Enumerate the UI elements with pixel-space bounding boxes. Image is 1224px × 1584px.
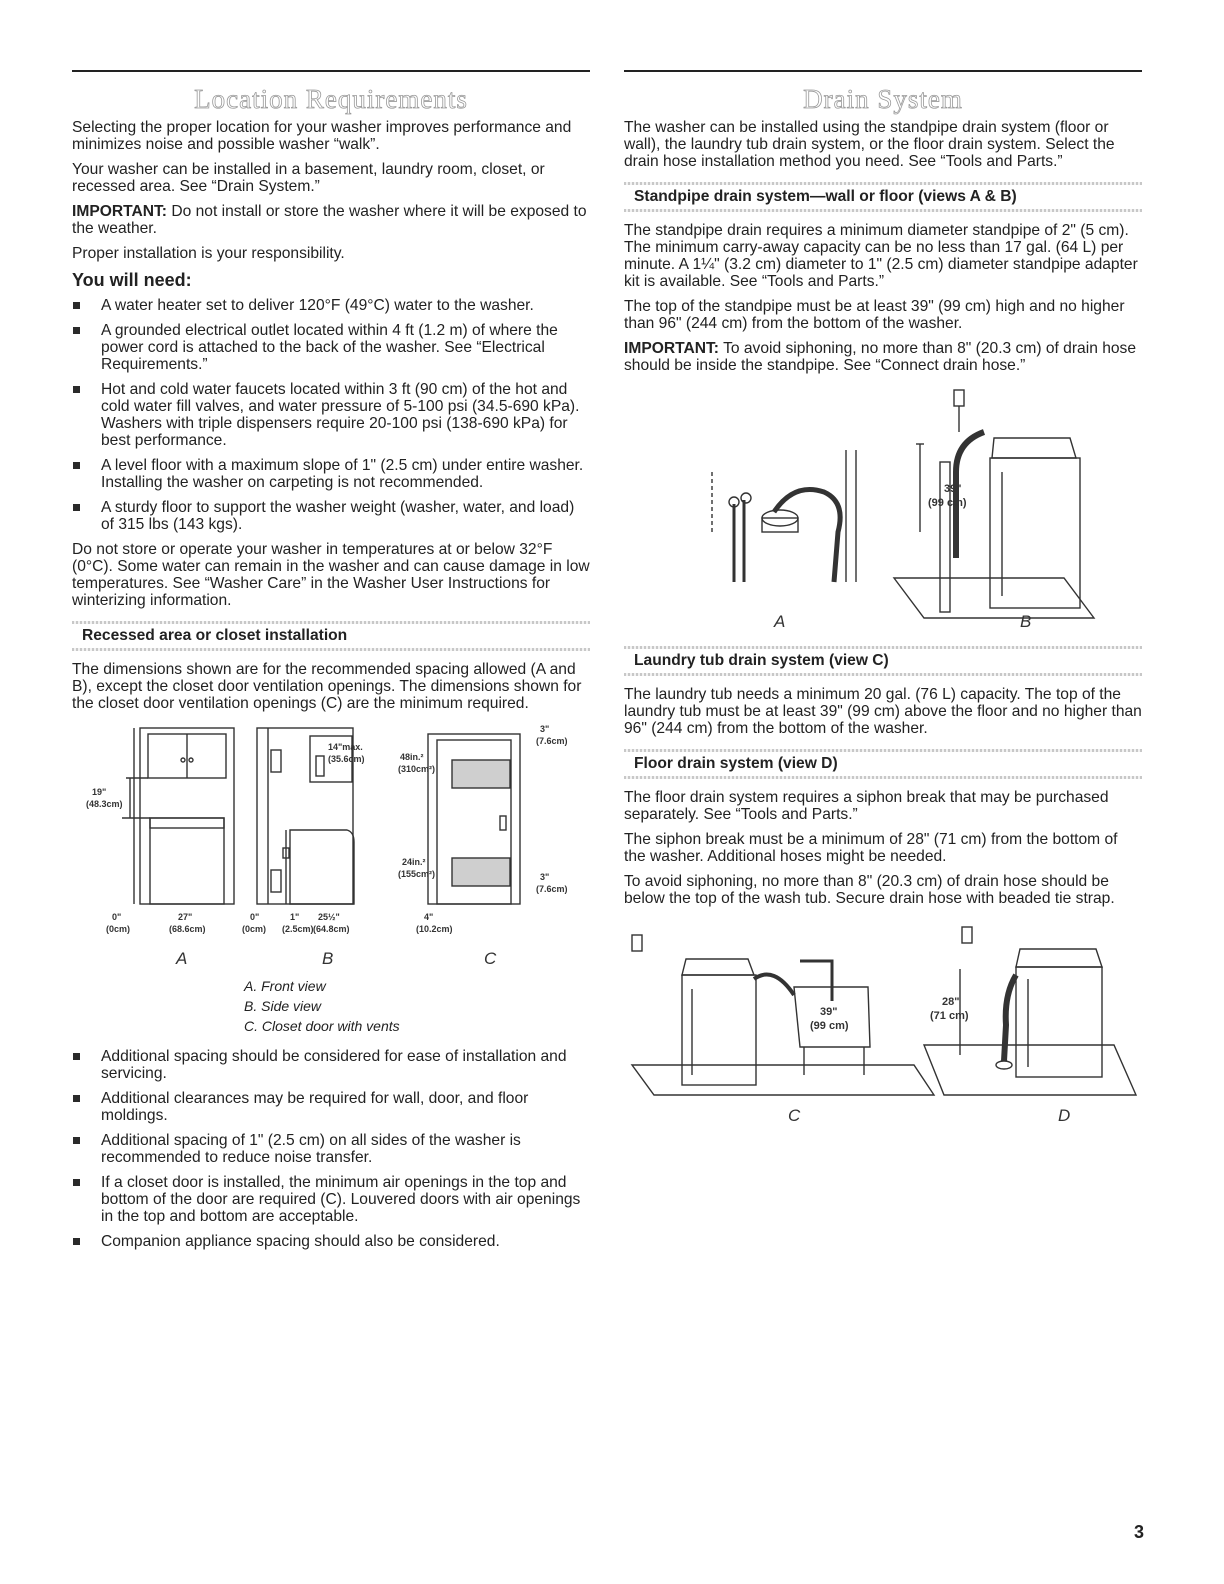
vent-top-area-cm: (310cm²) <box>398 764 436 774</box>
list-item: Companion appliance spacing should also be considered. <box>72 1233 590 1250</box>
list-item: If a closet door is installed, the minimum air openings in the top and bottom of the door are required (C). Louvered doors with air openings in the top and bottom are acceptable. <box>72 1174 590 1225</box>
recessed-heading: Recessed area or closet installation <box>72 621 590 651</box>
standpipe-p1: The standpipe drain requires a minimum diameter standpipe of 2" (5 cm). The minimum carry-away capacity can be no less than 17 gal. (64 L) per minute. A 1¼" (3.2 cm) diameter to 1" (2.5 cm) diameter standpipe adapter kit is available. See “Tools and Parts.” <box>624 222 1138 290</box>
caption-b: B. Side view <box>244 998 322 1014</box>
important-label: IMPORTANT: <box>72 203 167 220</box>
list-item: A level floor with a maximum slope of 1" (2.5 cm) under entire washer. Installing the washer on carpeting is not recommended. <box>72 457 590 491</box>
view-label-b: B <box>1020 612 1032 631</box>
list-item: A water heater set to deliver 120°F (49°C) water to the washer. <box>72 297 590 314</box>
top-rule <box>624 70 1142 72</box>
list-item: A grounded electrical outlet located within 4 ft (1.2 m) of where the power cord is attached to the back of the washer. See “Electrical Requirements.” <box>72 322 590 373</box>
tub-text: The laundry tub needs a minimum 20 gal. (76 L) capacity. The top of the laundry tub must be at least 39" (99 cm) above the floor and no higher than 96" (244 cm) from the bottom of the washer. <box>624 686 1142 737</box>
dim-1-cm: (2.5cm) <box>282 924 314 934</box>
siphon-height: 28" <box>942 996 960 1008</box>
vent-top-area: 48in.² <box>400 752 424 762</box>
view-label-a: A <box>176 949 188 968</box>
dim-0-cm: (0cm) <box>106 924 131 934</box>
you-will-need-heading: You will need: <box>72 270 192 290</box>
vent-bottom-area-cm: (155cm²) <box>398 869 436 879</box>
caption-a: A. Front view <box>244 978 326 994</box>
location-title: Location Requirements <box>194 84 468 114</box>
drain-intro: The washer can be installed using the standpipe drain system (floor or wall), the laundry tub drain system, or the floor drain system. Select the drain hose installation method you need. See “Tools and Parts.” <box>624 119 1115 170</box>
dim-1: 1" <box>290 912 300 922</box>
page-number: 3 <box>1133 1522 1144 1542</box>
dim-25-cm: (64.8cm) <box>313 924 350 934</box>
closet-spacing-figure <box>72 720 590 976</box>
dim-19: 19" <box>92 787 107 797</box>
dim-25: 25½" <box>318 912 340 922</box>
wall-standpipe-view <box>712 450 856 582</box>
dim-3-top: 3" <box>540 724 550 734</box>
recessed-text: The dimensions shown are for the recommended spacing allowed (A and B), except the closet door ventilation openings. The dimensions shown for the closet door ventilation openings (C) are the minimum required. <box>72 661 582 712</box>
temperature-note: Do not store or operate your washer in temperatures at or below 32°F (0°C). Some water can remain in the washer and can cause damage in low temperatures. See “Washer Care” in the Washer User Instructions for winterizing information. <box>72 541 590 609</box>
dim-14: 14"max. <box>328 742 363 752</box>
dim-0b: 0" <box>250 912 260 922</box>
dim-27-cm: (68.6cm) <box>169 924 206 934</box>
view-label-d: D <box>1058 1106 1071 1125</box>
list-item: Hot and cold water faucets located within 3 ft (90 cm) of the hot and cold water fill valves, and water pressure of 5-100 psi (34.5-690 kPa). Washers with triple dispensers require 20-100 psi (138-690 kPa) for best performance. <box>72 381 590 449</box>
drain-column <box>624 70 1142 1135</box>
figure-captions <box>244 976 590 1036</box>
floor-p2: The siphon break must be a minimum of 28" (71 cm) from the bottom of the washer. Additional hoses might be needed. <box>624 831 1118 865</box>
view-label-c: C <box>788 1106 801 1125</box>
dim-14-cm: (35.6cm) <box>328 754 365 764</box>
dim-19-cm: (48.3cm) <box>86 799 123 809</box>
dim-4-cm: (10.2cm) <box>416 924 453 934</box>
standpipe-figure <box>624 382 1142 634</box>
front-view <box>122 728 234 904</box>
closet-door-view <box>428 734 520 904</box>
location-intro-1: Selecting the proper location for your washer improves performance and minimizes noise and possible washer “walk”. <box>72 119 572 153</box>
location-important <box>72 203 590 237</box>
list-item: Additional clearances may be required for wall, door, and floor moldings. <box>72 1090 590 1124</box>
drain-title: Drain System <box>803 84 963 114</box>
standpipe-heading: Standpipe drain system—wall or floor (views A & B) <box>624 182 1142 212</box>
laundry-tub-view <box>632 935 934 1095</box>
important-text: Do not install or store the washer where it will be exposed to the weather. <box>72 203 587 237</box>
siphon-height-cm: (71 cm) <box>930 1010 969 1022</box>
important-text: To avoid siphoning, no more than 8" (20.3 cm) of drain hose should be inside the standpipe. See “Connect drain hose.” <box>624 340 1137 374</box>
standpipe-important <box>624 340 1142 374</box>
tub-floor-drain-figure <box>624 915 1142 1135</box>
location-proper: Proper installation is your responsibility. <box>72 245 345 262</box>
floor-p3: To avoid siphoning, no more than 8" (20.3 cm) of drain hose should be below the top of the wash tub. Secure drain hose with beaded tie strap. <box>624 873 1115 907</box>
tub-height: 39" <box>820 1006 838 1018</box>
tub-heading: Laundry tub drain system (view C) <box>624 646 1142 676</box>
tub-height-cm: (99 cm) <box>810 1020 849 1032</box>
dim-4: 4" <box>424 912 434 922</box>
standpipe-height: 39" <box>944 483 962 495</box>
dim-0b-cm: (0cm) <box>242 924 267 934</box>
list-item: Additional spacing should be considered for ease of installation and servicing. <box>72 1048 590 1082</box>
floor-drain-heading: Floor drain system (view D) <box>624 749 1142 779</box>
important-label: IMPORTANT: <box>624 340 719 357</box>
caption-c: C. Closet door with vents <box>244 1018 400 1034</box>
dim-3-bottom: 3" <box>540 872 550 882</box>
vent-bottom-area: 24in.² <box>402 857 426 867</box>
standpipe-height-cm: (99 cm) <box>928 497 967 509</box>
location-intro-2: Your washer can be installed in a basement, laundry room, closet, or recessed area. See “Drain System.” <box>72 161 545 195</box>
notes-list <box>72 1048 590 1250</box>
floor-standpipe-view <box>894 390 1094 618</box>
view-label-a: A <box>774 612 786 631</box>
needs-list <box>72 297 590 533</box>
view-label-c: C <box>484 949 497 968</box>
dim-0: 0" <box>112 912 122 922</box>
standpipe-p2: The top of the standpipe must be at least 39" (99 cm) high and no higher than 96" (244 cm) from the bottom of the washer. <box>624 298 1125 332</box>
dim-27: 27" <box>178 912 193 922</box>
dim-3-top-cm: (7.6cm) <box>536 736 568 746</box>
list-item: A sturdy floor to support the washer weight (washer, water, and load) of 315 lbs (143 kgs). <box>72 499 590 533</box>
floor-p1: The floor drain system requires a siphon break that may be purchased separately. See “Tools and Parts.” <box>624 789 1109 823</box>
view-label-b: B <box>322 949 334 968</box>
top-rule <box>72 70 590 72</box>
dim-3-bottom-cm: (7.6cm) <box>536 884 568 894</box>
location-column <box>72 70 590 1258</box>
list-item: Additional spacing of 1" (2.5 cm) on all sides of the washer is recommended to reduce noise transfer. <box>72 1132 590 1166</box>
